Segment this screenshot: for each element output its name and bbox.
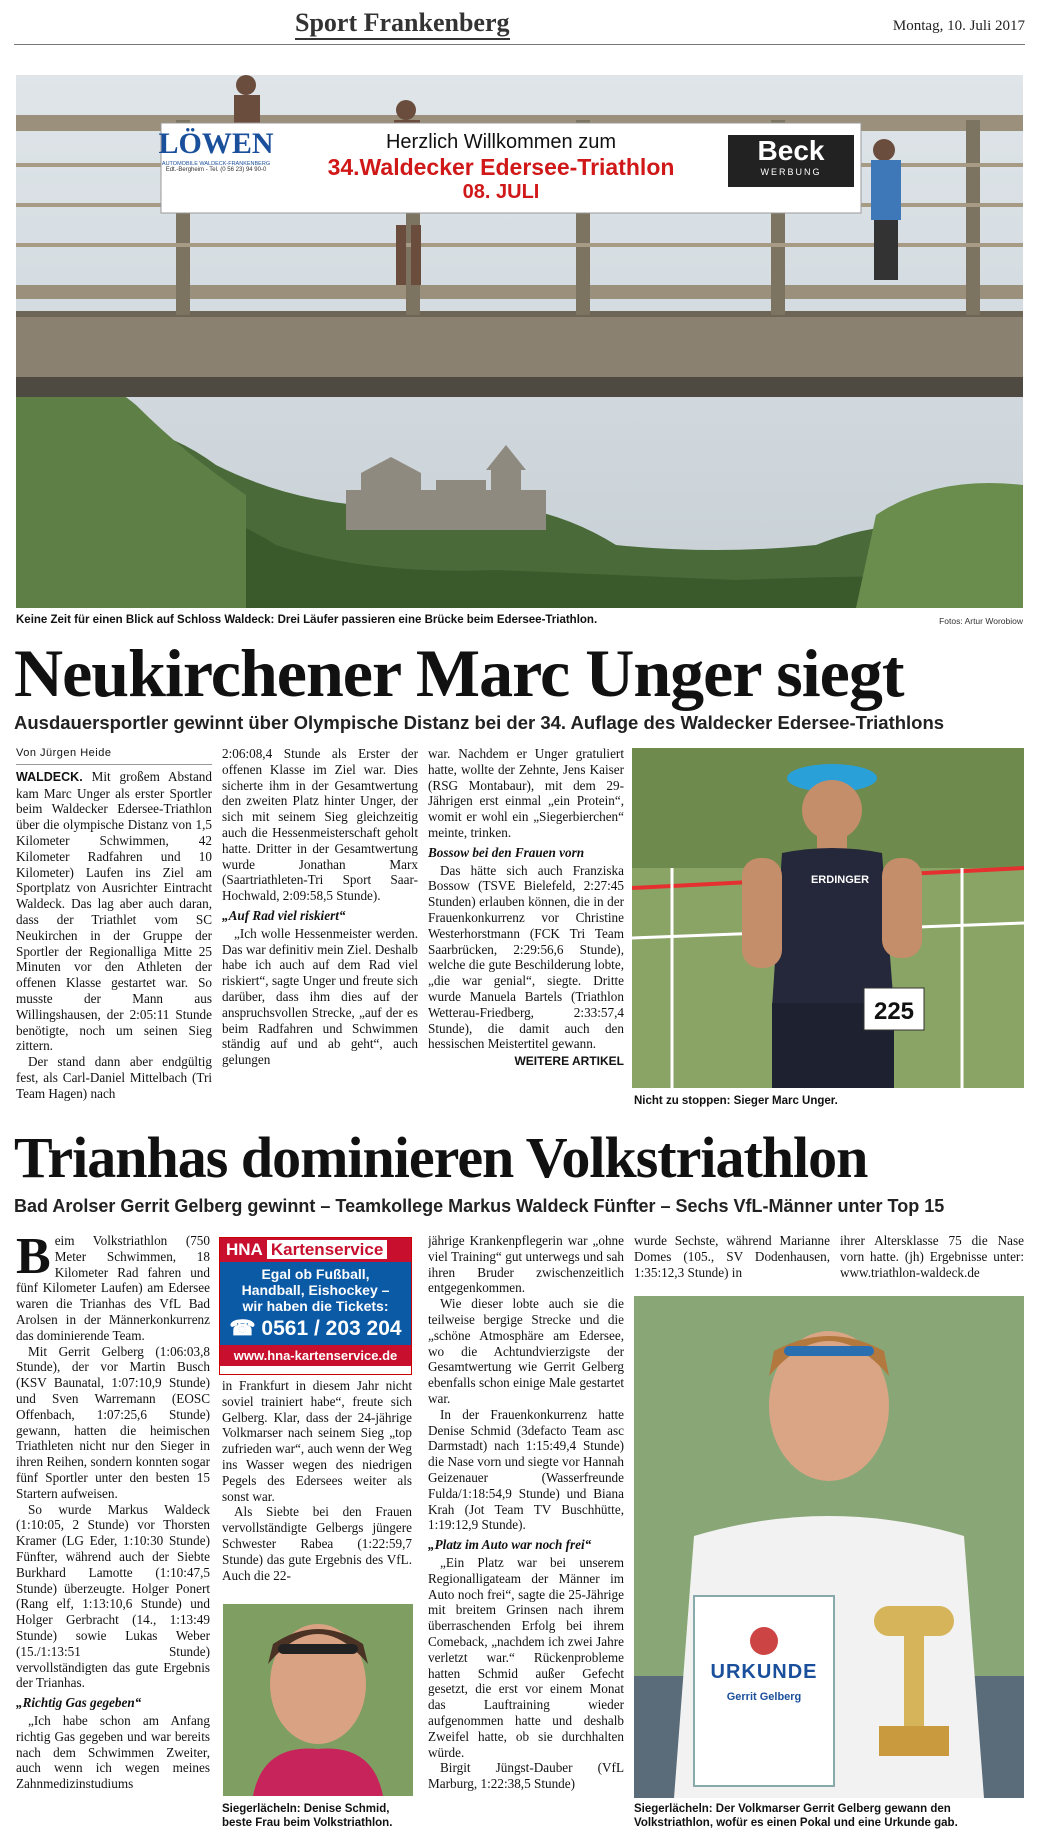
article1-col2-p2: „Ich wolle Hessenmeister werden. Das war definitiv mein Ziel. Deshalb habe ich auch auf dem Rad viel riskiert“, sagte Unger und freute sich darüber, dass ihm dies auf der anspruchsvollen Strecke, „auf der es beim Radfahren und Schwimmen ständig auf und ab geht“, auch gelungen <box>222 925 418 1068</box>
top-photo-caption: Keine Zeit für einen Blick auf Schloss Waldeck: Drei Läufer passieren eine Brücke beim Edersee-Triathlon. <box>16 614 598 626</box>
article1-headline: Neukirchener Marc Unger siegt <box>14 635 904 711</box>
runner-photo <box>632 748 1024 1088</box>
article2-c3-p2: Wie dieser lobte auch sie die teilweise bergige Strecke und die „schöne Atmosphäre am Edersee, wo die Achtundvierzigste der Gesamtwertung wie Gerrit Gelberg ebenfalls schon einige Male gestartet war. <box>428 1296 624 1406</box>
article1-subhead: Ausdauersportler gewinnt über Olympische Distanz bei der 34. Auflage des Waldecker Edersee-Triathlons <box>14 712 945 733</box>
article2-column2 <box>222 1378 412 1608</box>
article2-c3-p4: „Ein Platz war bei unserem Regionalligateam der Männer im Auto noch frei“, sagte die 25-Jährige mit breitem Grinsen nach ihrem überraschenden Erfolg bei ihrem Comeback, „nachdem ich zwei Jahre verletzt war.“ Rückenprobleme hatten Schmid außer Gefecht gesetzt, die erst vor einem Monat das Lauftraining wieder aufgenommen hatte und deshalb Zweifel hatte, ob sie durchhalten würde. <box>428 1554 624 1760</box>
section-title: Sport Frankenberg <box>295 8 510 40</box>
article2-c3-subhead: „Platz im Auto war noch frei“ <box>428 1537 592 1553</box>
article2-column1 <box>16 1233 210 1833</box>
ad-phone-number: 0561 / 203 204 <box>261 1317 402 1340</box>
banner-line3: 08. JULI <box>462 181 540 203</box>
article2-c3-p3: In der Frauenkonkurrenz hatte Denise Schmid (3defacto Team asc Darmstadt) nach 1:15:49,4 Stunde) die Nase vorn und siegte vor Hannah Geizenauer (Wasserfreunde Fulda/1:18:54,9 Stunde) und Biana Krah (Jot Team TV Buschhütte, 1:19:12,9 Stunde). <box>428 1406 624 1533</box>
gelberg-photo-caption: Siegerlächeln: Der Volkmarser Gerrit Gelberg gewann den Volkstriathlon, wofür es einen Pokal und eine Urkunde gab. <box>634 1803 958 1829</box>
dateline: WALDECK. <box>16 769 83 784</box>
hna-kartenservice-ad[interactable] <box>219 1237 412 1375</box>
gelberg-photo-illustration <box>634 1296 1024 1798</box>
ad-line2: Handball, Eishockey – <box>241 1282 390 1298</box>
more-articles-link[interactable]: WEITERE ARTIKEL <box>514 1054 624 1069</box>
article2-column5 <box>840 1233 1024 1299</box>
loewen-address-text: Edt.-Bergheim - Tel. (0 56 23) 94 90-0 <box>165 167 267 173</box>
byline: Von Jürgen Heide <box>16 746 212 765</box>
article2-c4-p1: wurde Sechste, während Marianne Domes (105., SV Dodenhausen, 1:35:12,3 Stunde) in <box>634 1233 830 1280</box>
bridge-photo <box>16 75 1023 608</box>
article1-col1-p2: Der stand dann aber endgültig fest, als Carl-Daniel Mittelbach (Tri Team Hagen) nach <box>16 1054 212 1101</box>
runner-photo-illustration <box>632 748 1024 1088</box>
article1-col2-p1: 2:06:08,4 Stunde als Erster der offenen Klasse im Ziel war. Dies sicherte ihm in der Gesamtwertung den zweiten Platz hinter Unger, der sich mit seinem Sieg gleichzeitig auch die Hessenmeisterschaft geholt hatte. Dritter in der Gesamtwertung wurde Jonathan Marx (Saartriathleten-Tri Sport Saar-Hochwald, 2:09:58,5 Stunde). <box>222 746 418 904</box>
article2-c2-p1: in Frankfurt in diesem Jahr nicht soviel trainiert habe“, freute sich Gelberg. Klar, dass der 24-jährige Volkmarser nach seinem Sieg „top zufrieden war“, auch wenn der Weg ins Wasser wegen des niedrigen Pegels des Edersees weiter als sonst war. <box>222 1378 412 1504</box>
banner-line1: Herzlich Willkommen zum <box>385 131 617 153</box>
phone-icon: ☎ <box>229 1317 262 1340</box>
article2-c3-p1: jährige Krankenpflegerin war „ohne viel Training“ gut unterwegs und sah ihren Bruder zwischenzeitlich entgegenkommen. <box>428 1233 624 1296</box>
drop-cap: B <box>16 1233 51 1285</box>
urkunde-name: Gerrit Gelberg <box>726 1691 802 1703</box>
loewen-sub-text: AUTOMOBILE WALDECK-FRANKENBERG <box>161 161 271 167</box>
article1-col2-subhead: „Auf Rad viel riskiert“ <box>222 907 346 923</box>
article2-column4 <box>634 1233 830 1299</box>
runner-photo-caption: Nicht zu stoppen: Sieger Marc Unger. <box>634 1095 838 1107</box>
article2-lead <box>16 1233 210 1344</box>
ad-header <box>220 1238 411 1262</box>
banner-line2: 34.Waldecker Edersee-Triathlon <box>327 154 675 180</box>
article2-c2-p2: Als Siebte bei den Frauen vervollständigte Gelbergs jüngere Schwester Rabea (1:22:59,7 Stunde) das gute Ergebnis des VfL. Auch die 22- <box>222 1504 412 1583</box>
article2-c1-p3: So wurde Markus Waldeck (1:10:05, 2 Stunde) vor Thorsten Kramer (LG Eder, 1:10:30 Stunde) Fünfter, während auch der Siebte Burkhard Lamotte (1:10:47,5 Stunde) überzeugte. Holger Ponert (Rang elf, 1:13:10,6 Stunde) und Holger Gerbracht (14., 1:13:49 Stunde) sowie Lukas Weber (15./1:13:51 Stunde) vervollständigten das gute Ergebnis der Trianhas. <box>16 1501 210 1691</box>
article1-column1 <box>16 746 212 1116</box>
banner-right-logo <box>728 135 854 187</box>
article1-lead <box>16 769 212 1054</box>
article2-c1-p2: Mit Gerrit Gelberg (1:06:03,8 Stunde), der vor Martin Busch (KSV Baunatal, 1:07:10,9 Stunde) und Sven Warremann (EOSC Offenbach, 1:07:25,6 Stunde) gewann, hatten die heimischen Triathleten nicht nur den Sieger in ihren Reihen, sondern konnten sogar fünf Sportler unter den besten 15 Startern aufweisen. <box>16 1343 210 1501</box>
ad-brand: HNA <box>226 1240 263 1259</box>
loewen-logo-text: LÖWEN <box>158 127 274 160</box>
article2-subhead: Bad Arolser Gerrit Gelberg gewinnt – Teamkollege Markus Waldeck Fünfter – Sechs VfL-Männer unter Top 15 <box>14 1196 945 1216</box>
header-rule <box>14 44 1025 45</box>
article2-headline: Trianhas dominieren Volkstriathlon <box>14 1125 868 1190</box>
article2-c1-p1: eim Volkstriathlon (750 Meter Schwimmen, 18 Kilometer Rad fahren und fünf Kilometer Laufen) am Edersee waren die Trianhas des VfL Bad Arolsen in der Männerkonkurrenz das dominierende Team. <box>16 1233 210 1343</box>
banner-left-logo <box>156 127 276 173</box>
article2-c1-subhead: „Richtig Gas gegeben“ <box>16 1695 142 1711</box>
ad-url[interactable]: www.hna-kartenservice.de <box>220 1345 411 1366</box>
article2-c3-p5: Birgit Jüngst-Dauber (VfL Marburg, 1:22:38,5 Stunde) <box>428 1760 624 1792</box>
beck-logo-text: Beck <box>757 135 825 166</box>
article1-col3-p2: Das hätte sich auch Franziska Bossow (TSVE Bielefeld, 2:27:45 Stunden) erlauben können, die in der Frauenkonkurrenz vor Christine Westerhorstmann (FCK Tri Team Saarbrücken, 2:29:56,6 Stunde), welche die gute Beschilderung lobte, „die war genial“, siegte. Dritte wurde Manuela Bartels (Triathlon Wetterau-Friedberg, 2:33:57,4 Stunde), die damit auch den hessischen Meistertitel gewann. <box>428 862 624 1052</box>
denise-photo-illustration <box>223 1604 413 1796</box>
ad-phone <box>220 1317 411 1341</box>
gelberg-photo <box>634 1296 1024 1798</box>
ad-line3: wir haben die Tickets: <box>242 1298 389 1314</box>
article1-col1-p1: Mit großem Abstand kam Marc Unger als erster Sportler beim Waldecker Edersee-Triathlon über die olympische Distanz von 1,5 Kilometer Schwimmen, 42 Kilometer Radfahren und 10 Kilometer) Laufen ins Ziel am Sportplatz von Ausrichter Eintracht Waldeck. Das lag aber auch daran, dass der Triathlet vom SC Neukirchen in der Gruppe der Sportler der Regionalliga Mitte 25 Minuten vor den Athleten der offenen Klasse gestartet war. So musste der Mann aus Willingshausen, der 2:05:11 Stunde benötigte, noch um seinen Sieg zittern. <box>16 768 212 1054</box>
denise-schmid-photo <box>223 1604 413 1796</box>
denise-photo-caption: Siegerlächeln: Denise Schmid, beste Frau beim Volkstriathlon. <box>222 1803 393 1829</box>
issue-date: Montag, 10. Juli 2017 <box>892 18 1025 34</box>
beck-sub-text: WERBUNG <box>760 167 822 177</box>
article2-c5-p1: ihrer Altersklasse 75 die Nase vorn hatte. (jh) Ergebnisse unter: www.triathlon-waldeck.de <box>840 1233 1024 1280</box>
ad-body <box>220 1262 411 1345</box>
article1-col3-subhead: Bossow bei den Frauen vorn <box>428 844 585 860</box>
article2-column3 <box>428 1233 624 1833</box>
photo-credit: Fotos: Artur Worobiow <box>939 616 1023 626</box>
article1-column3 <box>428 746 624 1116</box>
race-bib-number: 225 <box>873 998 915 1025</box>
banner-center-text <box>281 131 721 204</box>
jersey-sponsor: ERDINGER <box>810 874 870 886</box>
urkunde-title: URKUNDE <box>710 1661 818 1683</box>
article2-c1-p4: „Ich habe schon am Anfang richtig Gas gegeben und war bereits nach dem Schwimmen Zweiter, auch wenn ich wegen meines Zahnmedizinstudiums <box>16 1712 210 1792</box>
article1-col3-p1: war. Nachdem er Unger gratuliert hatte, wollte der Zehnte, Jens Kaiser (RSG Montabaur), mit dem 29-Jährigen erst einmal „ein Protein“, womit er wohl ein „Siegerbierchen“ meinte, trinken. <box>428 746 624 840</box>
article1-column2 <box>222 746 418 1116</box>
ad-label: Kartenservice <box>267 1240 387 1259</box>
ad-line1: Egal ob Fußball, <box>261 1266 370 1282</box>
